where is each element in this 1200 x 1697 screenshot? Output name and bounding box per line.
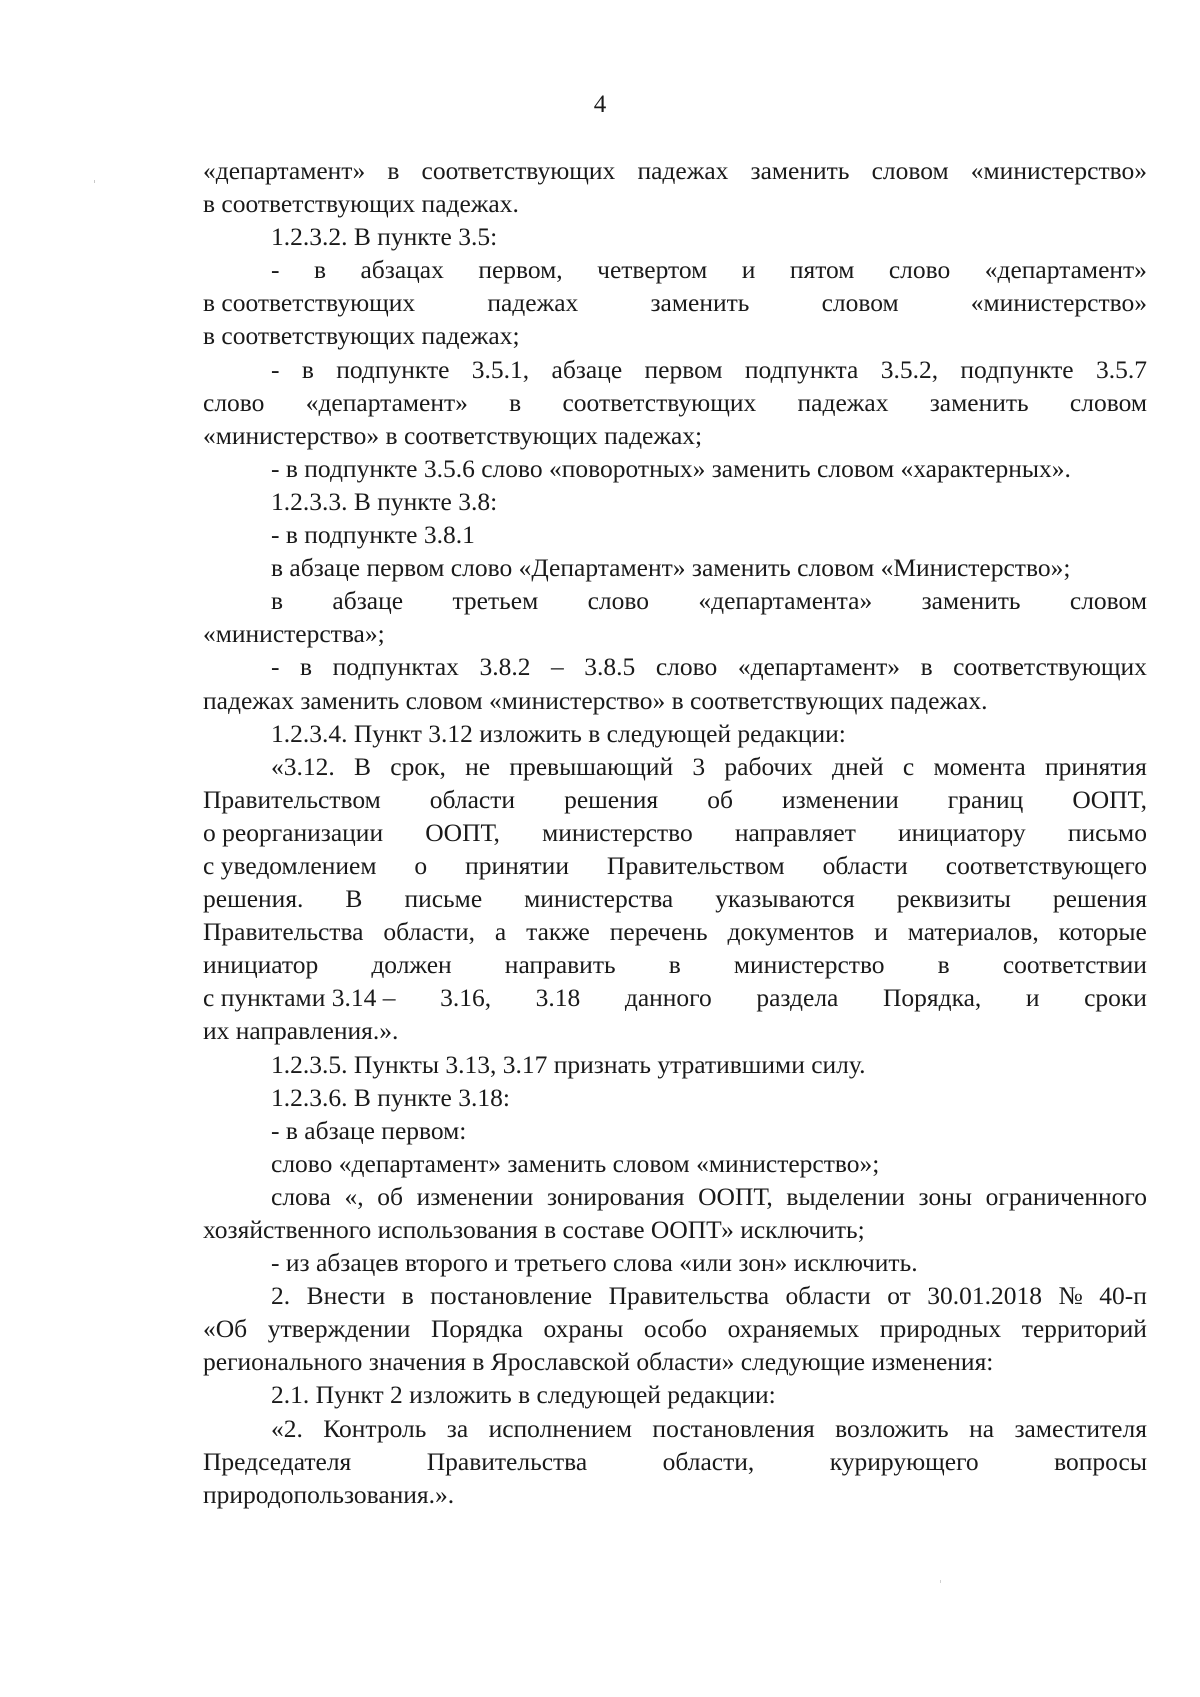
word: подпункте bbox=[336, 354, 450, 384]
text-line: в соответствующих падежах. bbox=[203, 189, 519, 219]
word: 3.5.2, bbox=[880, 354, 939, 384]
text-line: хозяйственного использования в составе ООПТ» исключить; bbox=[203, 1215, 865, 1244]
text-line: падежах заменить словом «министерство» в соответствующих падежах. bbox=[203, 685, 988, 715]
word: рабочих bbox=[724, 751, 813, 781]
word: - bbox=[271, 652, 280, 682]
word: ограниченного bbox=[985, 1181, 1147, 1211]
word: В bbox=[345, 884, 363, 914]
word: Порядка, bbox=[882, 983, 982, 1013]
text-line bbox=[203, 386, 1147, 419]
word: выделении bbox=[786, 1181, 905, 1211]
text-line: в соответствующих падежах; bbox=[203, 321, 520, 351]
word: о bbox=[414, 850, 428, 880]
word: в bbox=[301, 354, 314, 384]
word: должен bbox=[371, 950, 452, 980]
word: момента bbox=[933, 751, 1026, 781]
word: абзаце bbox=[551, 354, 623, 384]
word: - bbox=[271, 255, 280, 285]
text-line: 1.2.3.3. В пункте 3.8: bbox=[271, 486, 498, 516]
word: и bbox=[1025, 983, 1040, 1013]
word: срок, bbox=[390, 751, 446, 781]
text-line bbox=[203, 981, 1147, 1014]
word: Правительством bbox=[203, 784, 381, 814]
text-line bbox=[203, 849, 1147, 882]
word: 3.18 bbox=[535, 983, 581, 1013]
word: в bbox=[401, 1281, 414, 1311]
word: области, bbox=[662, 1446, 755, 1476]
word: падежах bbox=[637, 156, 729, 185]
word: слово bbox=[587, 586, 650, 616]
text-line bbox=[203, 1279, 1147, 1312]
text-line bbox=[203, 650, 1147, 683]
text-line: - в подпункте 3.5.6 слово «поворотных» заменить словом «характерных». bbox=[271, 453, 1071, 483]
text-line: их направления.». bbox=[203, 1016, 399, 1046]
text-line: в абзаце первом слово «Департамент» заменить словом «Министерство»; bbox=[271, 553, 1071, 583]
word: возложить bbox=[835, 1413, 949, 1443]
word: заменить bbox=[650, 288, 750, 318]
word: Контроль bbox=[323, 1413, 427, 1443]
text-line: «министерства»; bbox=[203, 619, 385, 649]
word: в bbox=[313, 255, 326, 285]
word: словом bbox=[1069, 586, 1147, 616]
text-line bbox=[203, 1412, 1147, 1445]
word: абзацах bbox=[360, 255, 444, 285]
text-line: «министерство» в соответствующих падежах; bbox=[203, 420, 703, 450]
word: инициатор bbox=[203, 950, 319, 980]
word: перечень bbox=[609, 917, 708, 947]
text-line: - в абзаце первом: bbox=[271, 1115, 467, 1145]
word: в bbox=[937, 950, 950, 980]
word: об bbox=[377, 1181, 403, 1211]
word: решения. bbox=[203, 884, 304, 914]
word: об bbox=[707, 784, 733, 814]
word: направить bbox=[504, 950, 616, 980]
text-line: 1.2.3.4. Пункт 3.12 изложить в следующей редакции: bbox=[271, 718, 846, 748]
word: заменить bbox=[750, 156, 850, 185]
word: изменении bbox=[416, 1181, 534, 1211]
word: 3 bbox=[692, 751, 706, 781]
word: первом bbox=[644, 354, 723, 384]
word: «департамент» bbox=[737, 652, 901, 682]
word: исполнением bbox=[488, 1413, 633, 1443]
text-line: 1.2.3.6. В пункте 3.18: bbox=[271, 1082, 510, 1112]
word: «3.12. bbox=[271, 751, 335, 781]
word: постановление bbox=[430, 1281, 593, 1311]
text-line: слово «департамент» заменить словом «министерство»; bbox=[271, 1148, 880, 1178]
word: в bbox=[387, 156, 400, 185]
word: Правительством bbox=[606, 850, 785, 880]
word: словом bbox=[1069, 387, 1147, 417]
word: и bbox=[741, 255, 756, 285]
word: не bbox=[465, 751, 491, 781]
word: области bbox=[429, 784, 516, 814]
text-line: регионального значения в Ярославской области» следующие изменения: bbox=[203, 1347, 994, 1377]
word: «Об bbox=[203, 1314, 248, 1344]
word: в bbox=[668, 950, 681, 980]
word: сроки bbox=[1084, 983, 1147, 1013]
text-line: 2.1. Пункт 2 изложить в следующей редакции: bbox=[271, 1380, 776, 1410]
word: решения bbox=[564, 784, 659, 814]
word: подпунктах bbox=[332, 652, 459, 682]
word: и bbox=[874, 917, 888, 947]
word: соответствии bbox=[1002, 950, 1147, 980]
word: слово bbox=[655, 652, 718, 682]
word: дней bbox=[832, 751, 884, 781]
text-line bbox=[203, 948, 1147, 981]
word: охраняемых bbox=[727, 1314, 860, 1344]
text-line: природопользования.». bbox=[203, 1479, 455, 1509]
word: ООПТ, bbox=[1072, 784, 1147, 814]
text-line bbox=[203, 816, 1147, 849]
word: письме bbox=[404, 884, 483, 914]
word: падежах bbox=[797, 387, 889, 417]
word: в bbox=[271, 586, 284, 616]
text-line: - из абзацев второго и третьего слова «или зон» исключить. bbox=[271, 1248, 918, 1278]
word: 40-п bbox=[1099, 1281, 1147, 1311]
word: зонирования bbox=[546, 1181, 685, 1211]
word: Правительства bbox=[203, 917, 364, 947]
word: утверждении bbox=[267, 1314, 411, 1344]
text-line: 1.2.3.2. В пункте 3.5: bbox=[271, 222, 498, 252]
word: первом, bbox=[478, 255, 563, 285]
word: «, bbox=[344, 1181, 364, 1211]
text-line bbox=[203, 253, 1147, 286]
word: № bbox=[1058, 1281, 1083, 1311]
word: решения bbox=[1052, 884, 1147, 914]
word: с уведомлением bbox=[203, 850, 377, 880]
word: превышающий bbox=[509, 751, 674, 781]
word: материалов, bbox=[907, 917, 1039, 947]
word: территорий bbox=[1021, 1314, 1147, 1344]
text-line bbox=[203, 584, 1147, 617]
text-line: - в подпункте 3.8.1 bbox=[271, 520, 475, 550]
word: «министерство» bbox=[970, 288, 1147, 318]
word: зоны bbox=[918, 1181, 972, 1211]
word: в bbox=[509, 387, 522, 417]
word: соответствующих bbox=[562, 387, 757, 417]
word: падежах bbox=[487, 288, 579, 318]
word: министерство bbox=[542, 817, 693, 847]
word: особо bbox=[643, 1314, 708, 1344]
word: с пунктами 3.14 – bbox=[203, 983, 396, 1013]
word: четвертом bbox=[597, 255, 708, 285]
word: Порядка bbox=[431, 1314, 523, 1344]
word: которые bbox=[1058, 917, 1147, 947]
word: абзаце bbox=[332, 586, 404, 616]
word: 3.8.2 bbox=[479, 652, 531, 682]
word: подпункте bbox=[960, 354, 1074, 384]
word: ООПТ, bbox=[425, 817, 500, 847]
document-body bbox=[203, 154, 1147, 1511]
text-line bbox=[203, 1312, 1147, 1345]
word: области bbox=[785, 1281, 871, 1311]
word: третьем bbox=[452, 586, 539, 616]
word: «министерство» bbox=[970, 156, 1147, 185]
text-line bbox=[203, 750, 1147, 783]
word: «департамент» bbox=[203, 156, 366, 185]
word: «департамента» bbox=[698, 586, 873, 616]
word: границ bbox=[947, 784, 1024, 814]
text-line bbox=[203, 915, 1147, 948]
word: области, bbox=[383, 917, 475, 947]
text-line bbox=[203, 353, 1147, 386]
word: за bbox=[446, 1413, 469, 1443]
word: данного bbox=[624, 983, 712, 1013]
word: - bbox=[271, 354, 280, 384]
word: в соответствующих bbox=[203, 288, 416, 318]
word: Внести bbox=[306, 1281, 386, 1311]
word: заменить bbox=[921, 586, 1021, 616]
word: соответствующих bbox=[421, 156, 616, 185]
word: министерства bbox=[524, 884, 674, 914]
word: с bbox=[902, 751, 915, 781]
word: 3.5.7 bbox=[1095, 354, 1147, 384]
word: заместителя bbox=[1014, 1413, 1147, 1443]
word: ООПТ, bbox=[698, 1181, 773, 1211]
word: соответствующих bbox=[953, 652, 1147, 682]
text-line bbox=[203, 783, 1147, 816]
text-line bbox=[203, 286, 1147, 319]
word: раздела bbox=[756, 983, 839, 1013]
word: 3.16, bbox=[440, 983, 492, 1013]
word: документов bbox=[727, 917, 855, 947]
word: словом bbox=[871, 156, 949, 185]
word: министерство bbox=[733, 950, 885, 980]
scan-speck bbox=[940, 1580, 941, 1583]
word: также bbox=[526, 917, 590, 947]
word: в bbox=[920, 652, 933, 682]
word: «2. bbox=[271, 1413, 303, 1443]
word: а bbox=[494, 917, 507, 947]
word: слово bbox=[203, 387, 265, 417]
word: пятом bbox=[789, 255, 855, 285]
text-line bbox=[203, 154, 1147, 187]
word: указываются bbox=[715, 884, 855, 914]
word: охраны bbox=[543, 1314, 624, 1344]
word: о реорганизации bbox=[203, 817, 384, 847]
word: принятия bbox=[1044, 751, 1147, 781]
word: на bbox=[969, 1413, 995, 1443]
page-number: 4 bbox=[593, 91, 607, 118]
word: Правительства bbox=[426, 1446, 588, 1476]
word: слово bbox=[888, 255, 951, 285]
word: соответствующего bbox=[945, 850, 1147, 880]
word: области bbox=[822, 850, 908, 880]
word: 2. bbox=[271, 1281, 291, 1311]
word: В bbox=[354, 751, 372, 781]
word: изменении bbox=[782, 784, 899, 814]
word: письмо bbox=[1067, 817, 1147, 847]
word: 3.8.5 bbox=[584, 652, 636, 682]
word: природных bbox=[879, 1314, 1002, 1344]
word: заменить bbox=[929, 387, 1029, 417]
word: направляет bbox=[734, 817, 856, 847]
word: «департамент» bbox=[305, 387, 468, 417]
text-line bbox=[203, 882, 1147, 915]
word: 30.01.2018 bbox=[927, 1281, 1042, 1311]
word: – bbox=[551, 652, 564, 682]
word: Председателя bbox=[203, 1446, 352, 1476]
text-line bbox=[203, 1445, 1147, 1478]
word: постановления bbox=[652, 1413, 815, 1443]
word: вопросы bbox=[1054, 1446, 1147, 1476]
word: «департамент» bbox=[984, 255, 1147, 285]
word: реквизиты bbox=[896, 884, 1011, 914]
word: словом bbox=[821, 288, 899, 318]
word: инициатору bbox=[898, 817, 1026, 847]
word: в bbox=[300, 652, 313, 682]
text-line: 1.2.3.5. Пункты 3.13, 3.17 признать утратившими силу. bbox=[271, 1049, 866, 1079]
word: Правительства bbox=[608, 1281, 770, 1311]
word: принятии bbox=[465, 850, 569, 880]
text-line bbox=[203, 1180, 1147, 1213]
scan-speck bbox=[94, 180, 95, 183]
word: курирующего bbox=[829, 1446, 979, 1476]
word: слова bbox=[271, 1181, 331, 1211]
word: от bbox=[887, 1281, 911, 1311]
word: подпункта bbox=[744, 354, 859, 384]
word: 3.5.1, bbox=[471, 354, 530, 384]
